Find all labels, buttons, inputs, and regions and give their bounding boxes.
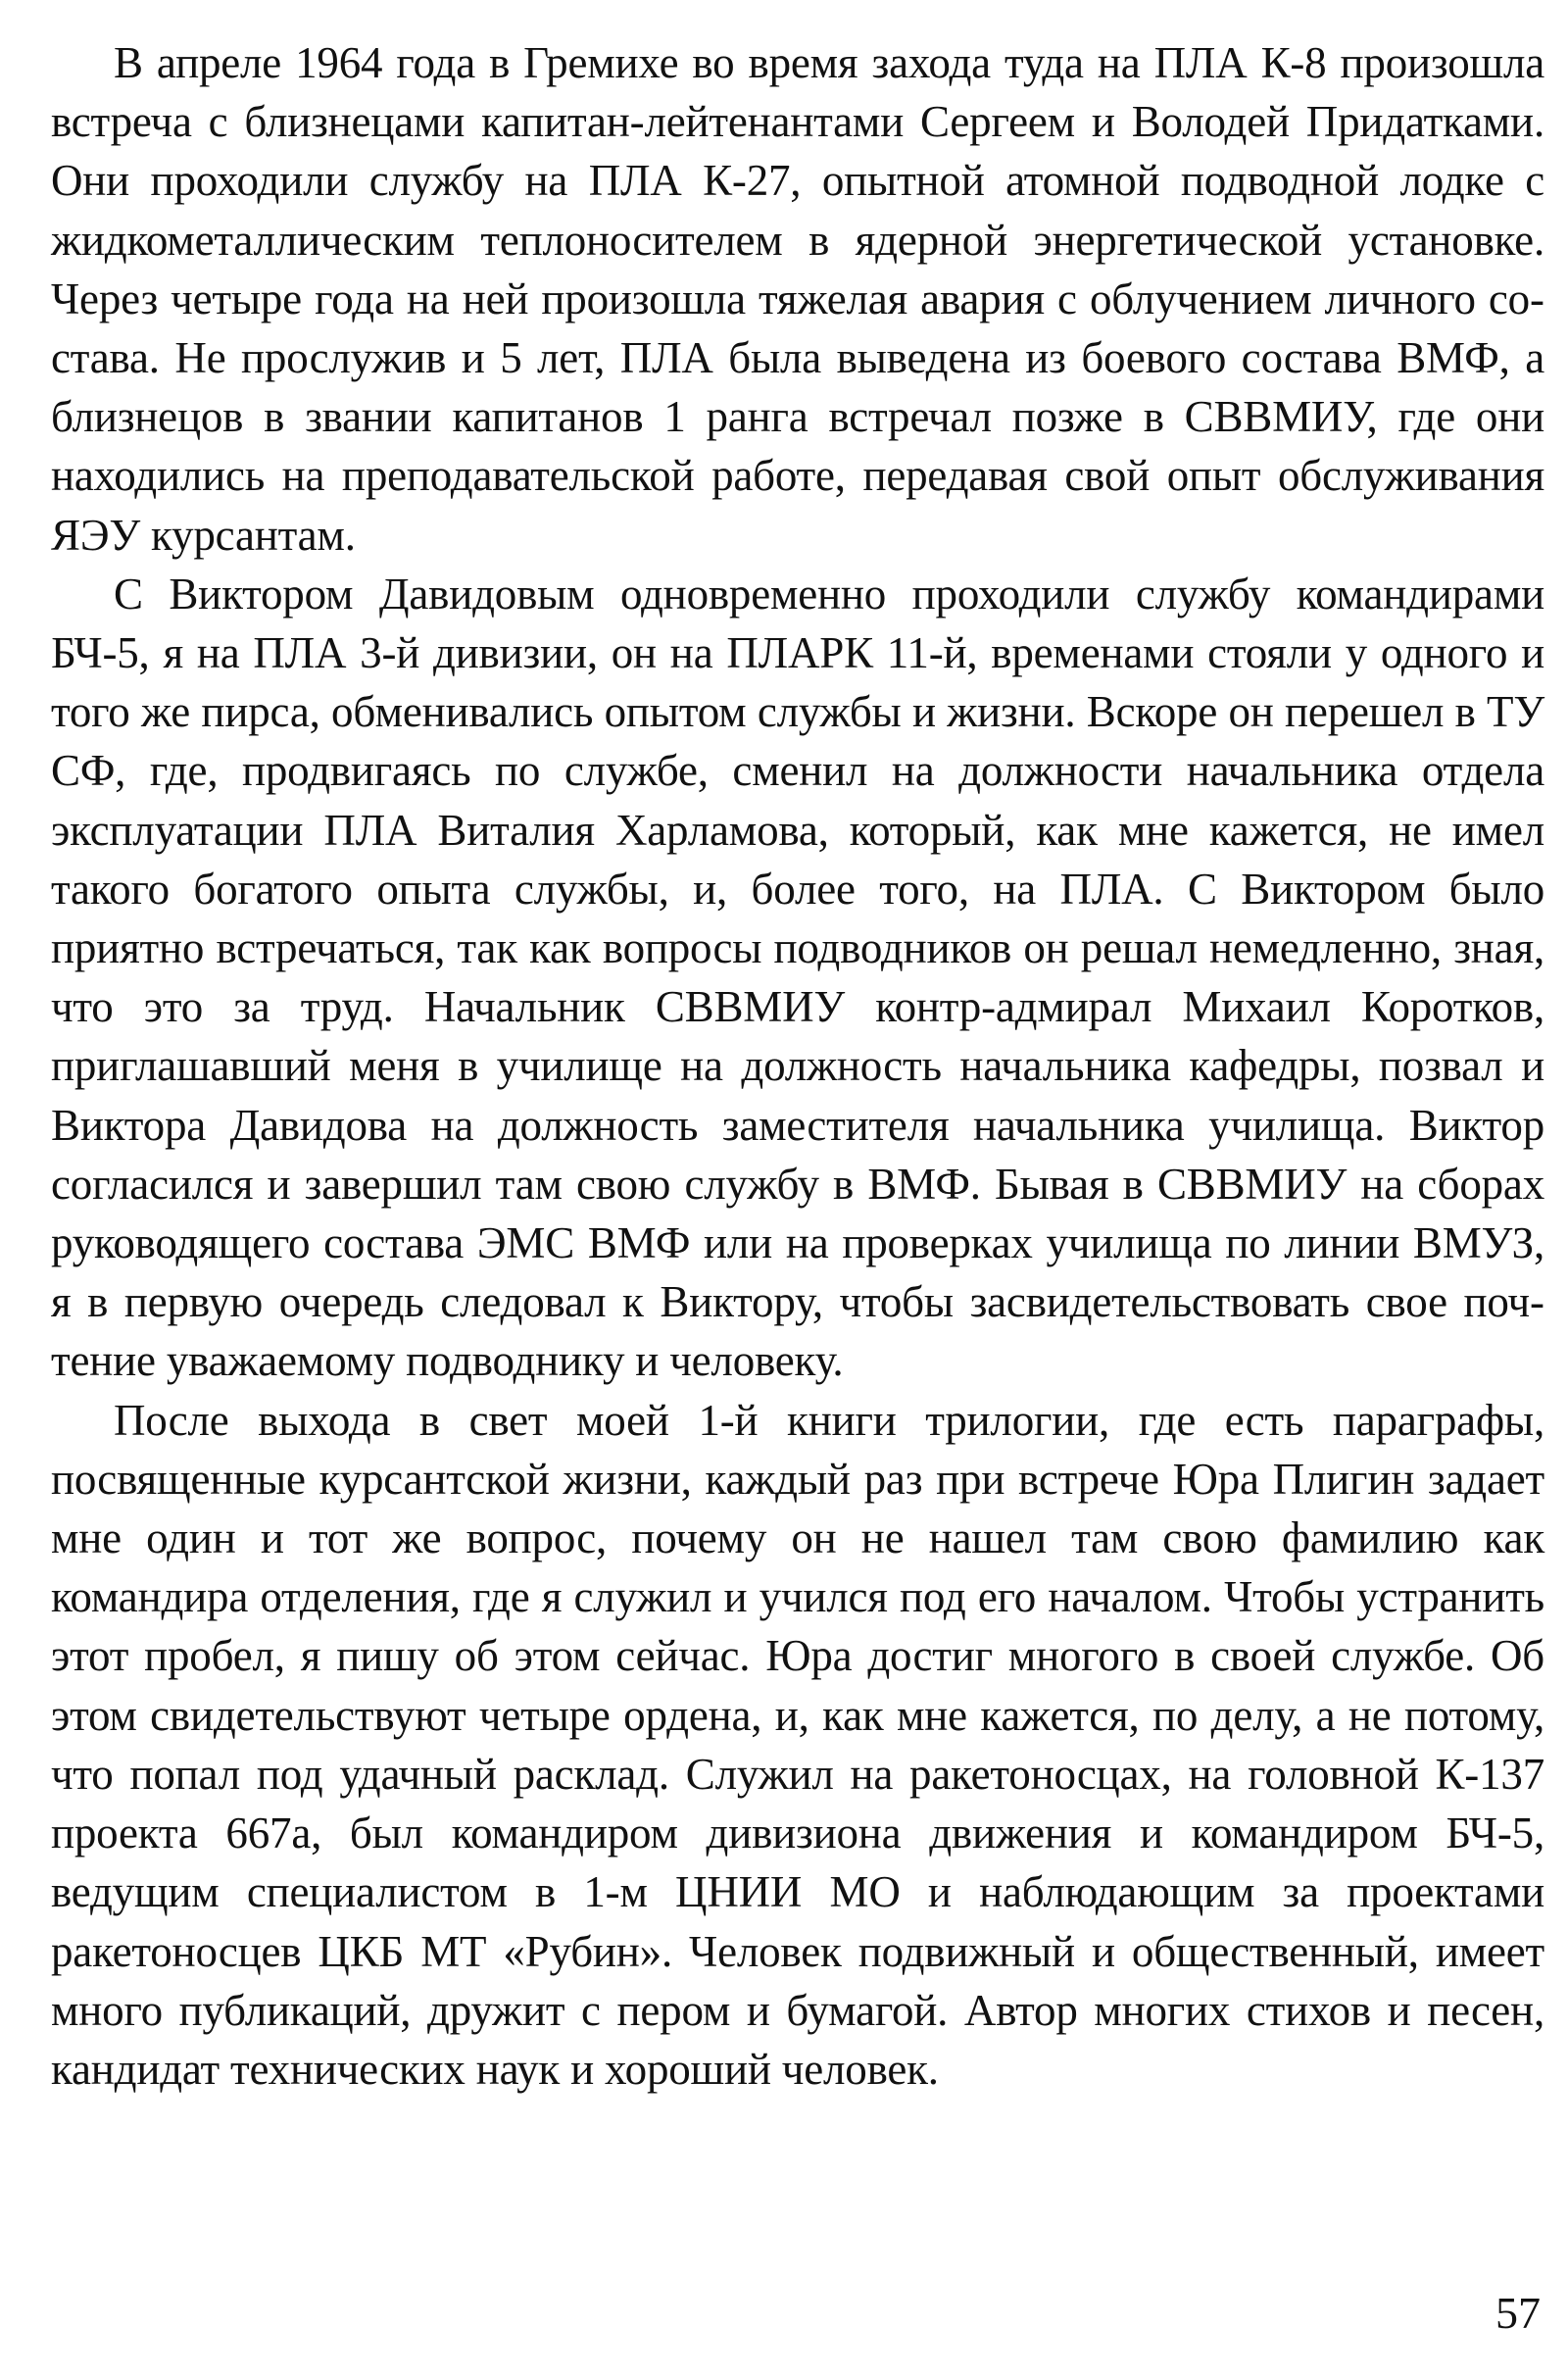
book-page: [51, 33, 1544, 2347]
paragraph-yura-pligin: После выхода в свет моей 1-й книги трилогии, где есть параграфы, посвященные курсантской жизни, каждый раз при встрече Юра Плигин задает мне один и тот же вопрос, почему он не нашел там свою фамилию как командира отделения, где я служил и учился под его началом. Чтобы устранить этот пробел, я пишу об этом сейчас. Юра достиг многого в своей службе. Об этом свидетельствуют четыре ордена, и, как мне кажется, по делу, а не потому, что попал под удачный расклад. Служил на ракетоносцах, на головной К-137 проекта 667а, был командиром дивизиона движения и командиром БЧ-5, ведущим специалистом в 1-м ЦНИИ МО и наблюдающим за проектами ракетоносцев ЦКБ МТ «Рубин». Человек подвижный и общественный, имеет много публикаций, дружит с пером и бумагой. Автор многих стихов и песен, кандидат технических наук и хороший человек.: [51, 1395, 1544, 2094]
page-number: 57: [1495, 2288, 1541, 2338]
paragraph-viktor-davidov: С Виктором Давидовым одновременно проходили службу командирами БЧ-5, я на ПЛА 3-й дивизии, он на ПЛАРК 11-й, временами стояли у одного и того же пирса, обменивались опытом службы и жизни. Вскоре он перешел в ТУ СФ, где, продвигаясь по службе, сменил на должности начальника отдела эксплуатации ПЛА Виталия Харламова, который, как мне кажется, не имел такого богатого опыта службы, и, более того, на ПЛА. С Виктором было приятно встречаться, так как вопросы подводников он решал немедленно, зная, что это за труд. Начальник СВВМИУ контр-адмирал Михаил Коротков, приглашавший меня в училище на должность начальника кафедры, позвал и Виктора Давидова на должность заместителя начальника училища. Виктор согласился и завершил там свою службу в ВМФ. Бывая в СВВМИУ на сборах руководящего состава ЭМС ВМФ или на проверках училища по линии ВМУЗ, я в первую очередь следовал к Виктору, чтобы засвидетельствовать свое почтение уважаемому подводнику и человеку.: [51, 569, 1544, 1386]
paragraph-pridatko-twins: В апреле 1964 года в Гремихе во время захода туда на ПЛА К-8 произошла встреча с близнецами капитан-лейтенантами Сергеем и Володей Придатками. Они проходили службу на ПЛА К-27, опытной атомной подводной лодке с жидкометаллическим теплоносителем в ядерной энергетической установке. Через четыре года на ней произошла тяжелая авария с облучением личного состава. Не прослужив и 5 лет, ПЛА была выведена из боевого состава ВМФ, а близнецов в звании капитанов 1 ранга встречал позже в СВВМИУ, где они находились на преподавательской работе, передавая свой опыт обслуживания ЯЭУ курсантам.: [51, 38, 1544, 560]
